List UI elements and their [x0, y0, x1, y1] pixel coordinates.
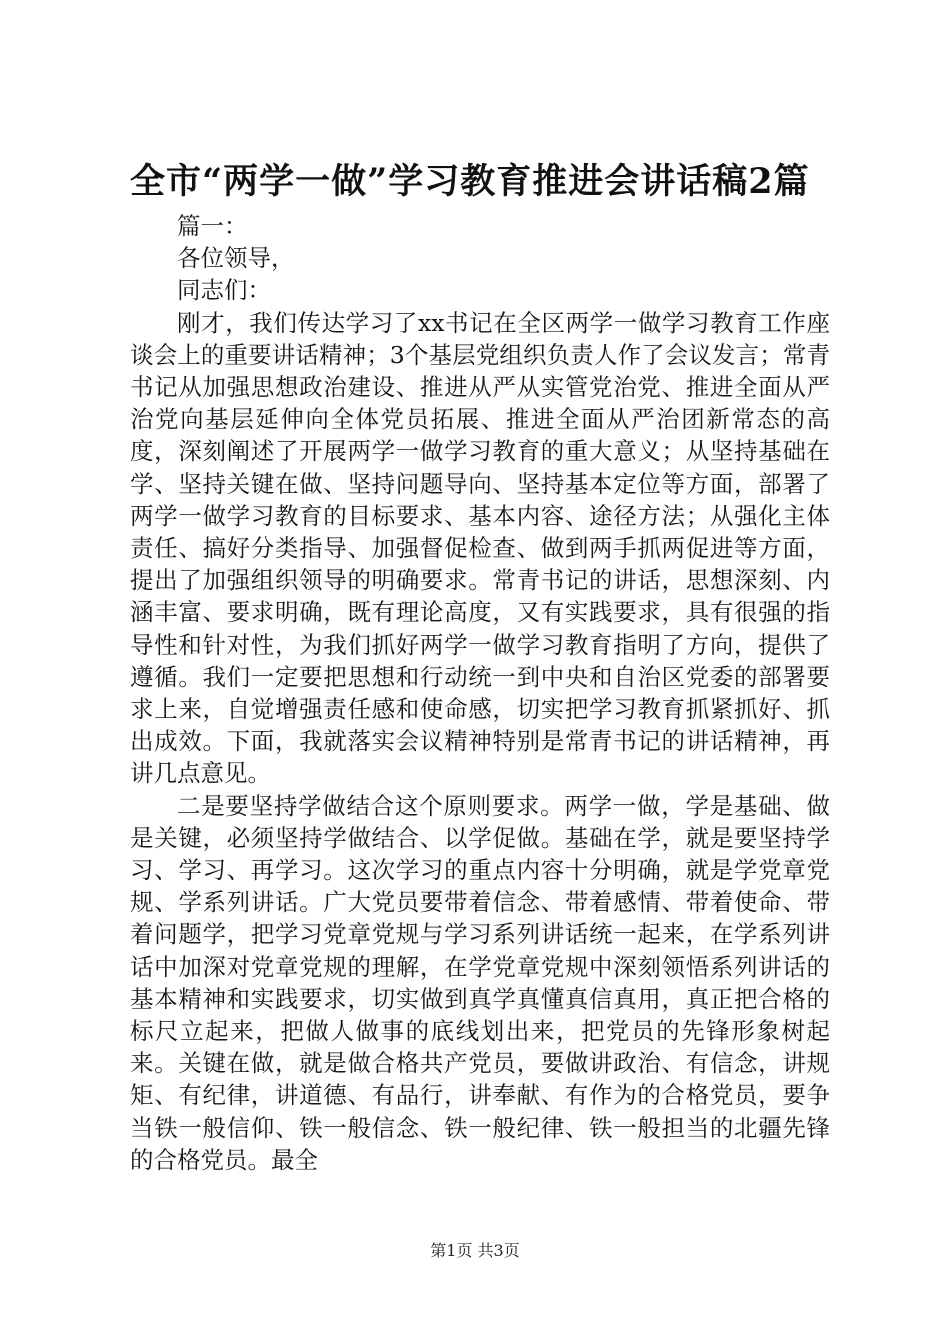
document-title: 全市“两学一做”学习教育推进会讲话稿2篇: [130, 161, 810, 202]
body-paragraph-1: 刚才，我们传达学习了xx书记在全区两学一做学习教育工作座谈会上的重要讲话精神；3个基层党组织负责人作了会议发言；常青书记从加强思想政治建设、推进从严从实管党治党、推进全面从严治党向基层延伸向全体党员拓展、推进全面从严治团新常态的高度，深刻阐述了开展两学一做学习教育的重大意义；从坚持基础在学、坚持关键在做、坚持问题导向、坚持基本定位等方面，部署了两学一做学习教育的目标要求、基本内容、途径方法；从强化主体责任、搞好分类指导、加强督促检查、做到两手抓两促进等方面，提出了加强组织领导的明确要求。常青书记的讲话，思想深刻、内涵丰富、要求明确，既有理论高度，又有实践要求，具有很强的指导性和针对性，为我们抓好两学一做学习教育指明了方向，提供了遵循。我们一定要把思想和行动统一到中央和自治区党委的部署要求上来，自觉增强责任感和使命感，切实把学习教育抓紧抓好、抓出成效。下面，我就落实会议精神特别是常青书记的讲话精神，再讲几点意见。: [130, 308, 830, 788]
salutation-comrades: 同志们：: [177, 276, 271, 305]
page-footer: 第1页 共3页: [430, 1241, 520, 1260]
salutation-leaders: 各位领导，: [177, 244, 295, 273]
document-body: [130, 210, 830, 1176]
body-paragraph-2: 二是要坚持学做结合这个原则要求。两学一做，学是基础、做是关键，必须坚持学做结合、以学促做。基础在学，就是要坚持学习、学习、再学习。这次学习的重点内容十分明确，就是学党章党规、学系列讲话。广大党员要带着信念、带着感情、带着使命、带着问题学，把学习党章党规与学习系列讲话统一起来，在学系列讲话中加深对党章党规的理解，在学党章党规中深刻领悟系列讲话的基本精神和实践要求，切实做到真学真懂真信真用，真正把合格的标尺立起来，把做人做事的底线划出来，把党员的先锋形象树起来。关键在做，就是做合格共产党员，要做讲政治、有信念，讲规矩、有纪律，讲道德、有品行，讲奉献、有作为的合格党员，要争当铁一般信仰、铁一般信念、铁一般纪律、铁一般担当的北疆先锋的合格党员。最全: [130, 791, 830, 1174]
section-label: 篇一：: [177, 212, 248, 240]
